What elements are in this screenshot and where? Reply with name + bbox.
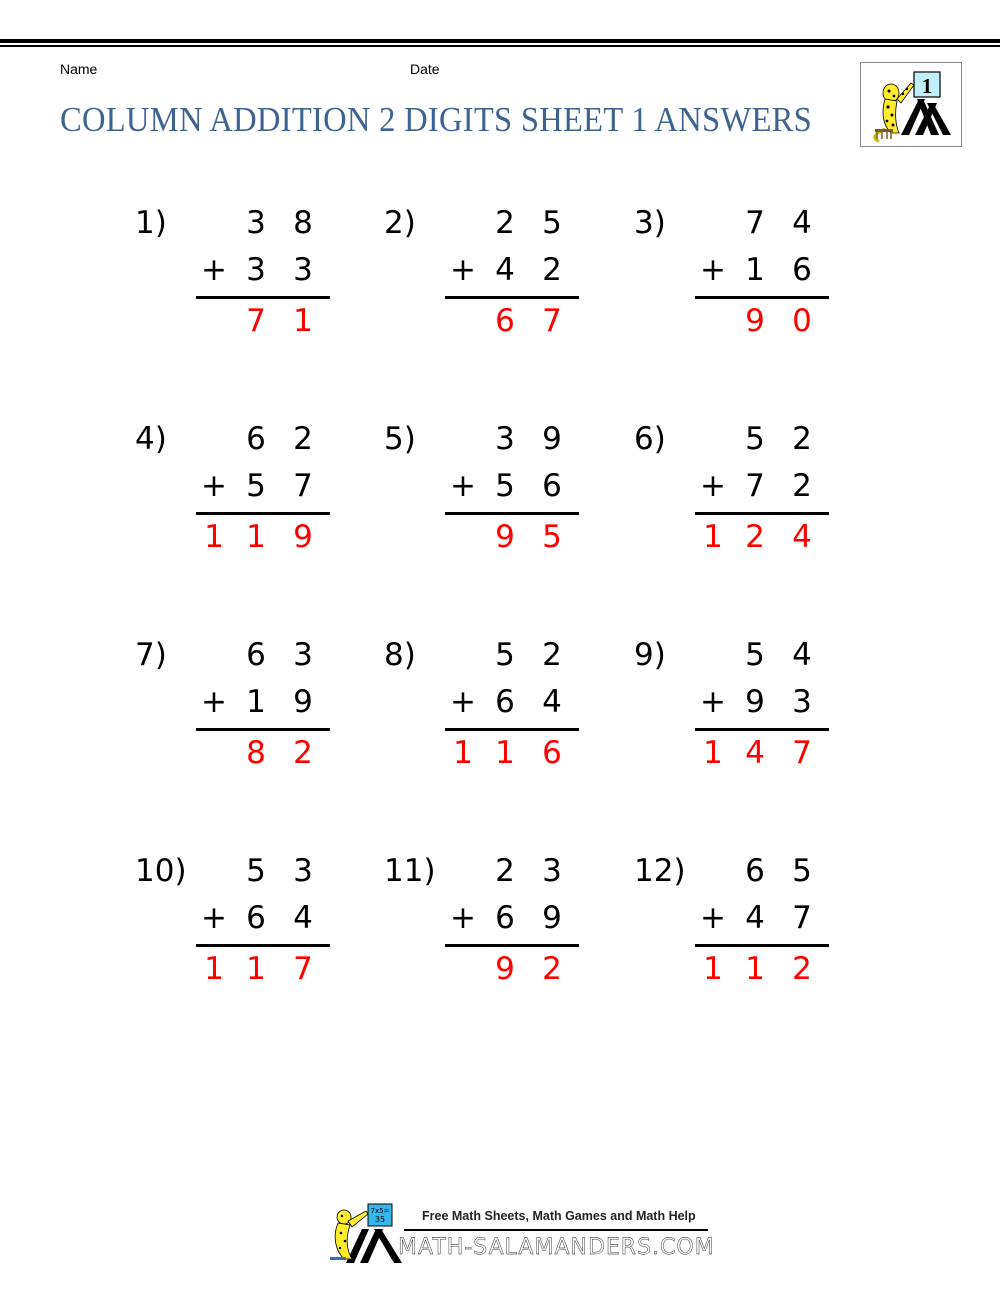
salamander-board-icon (326, 1203, 406, 1265)
sum-line (196, 728, 330, 731)
ones-digit: 4 (542, 684, 562, 720)
ones-digit: 2 (792, 468, 812, 504)
plus-sign: + (450, 252, 476, 288)
footer-logo (326, 1203, 715, 1265)
footer-site-name: MATH-SALAMANDERS.COM (398, 1235, 715, 1260)
ones-digit: 0 (792, 303, 812, 339)
ones-digit: 3 (293, 853, 313, 889)
addend-top (384, 637, 584, 673)
addition-problem (634, 853, 854, 993)
sum-line (445, 728, 579, 731)
answer (135, 303, 335, 339)
ones-digit: 5 (542, 205, 562, 241)
addend-top (135, 205, 335, 241)
tens-digit: 5 (745, 637, 765, 673)
sum-line (445, 944, 579, 947)
problem-number: 6) (634, 421, 666, 457)
addition-problem (135, 637, 355, 777)
addend-bottom (634, 900, 834, 936)
ones-digit: 7 (293, 951, 313, 987)
tens-digit: 6 (495, 303, 515, 339)
page-title: COLUMN ADDITION 2 DIGITS SHEET 1 ANSWERS (60, 100, 812, 139)
tens-digit: 1 (246, 951, 266, 987)
ones-digit: 2 (542, 951, 562, 987)
addend-top (135, 637, 335, 673)
tens-digit: 6 (495, 900, 515, 936)
tens-digit: 1 (246, 519, 266, 555)
problem-number: 10) (135, 853, 187, 889)
plus-sign: + (450, 900, 476, 936)
addend-top (384, 853, 584, 889)
ones-digit: 4 (792, 519, 812, 555)
problem-number: 8) (384, 637, 416, 673)
tens-digit: 2 (495, 205, 515, 241)
tens-digit: 4 (745, 900, 765, 936)
ones-digit: 3 (792, 684, 812, 720)
sum-line (196, 944, 330, 947)
plus-sign: + (201, 252, 227, 288)
addition-problem (384, 205, 604, 345)
ones-digit: 2 (293, 421, 313, 457)
problem-number: 3) (634, 205, 666, 241)
hundreds-digit: 1 (204, 519, 224, 555)
tens-digit: 8 (246, 735, 266, 771)
addend-bottom (634, 252, 834, 288)
ones-digit: 5 (542, 519, 562, 555)
problem-number: 12) (634, 853, 686, 889)
ones-digit: 6 (542, 735, 562, 771)
answer (634, 303, 834, 339)
plus-sign: + (201, 684, 227, 720)
header-logo (860, 62, 962, 147)
tens-digit: 6 (246, 637, 266, 673)
answer (634, 951, 834, 987)
problem-number: 7) (135, 637, 167, 673)
tens-digit: 6 (246, 421, 266, 457)
answer (634, 519, 834, 555)
addend-bottom (135, 900, 335, 936)
tens-digit: 9 (745, 684, 765, 720)
problem-number: 1) (135, 205, 167, 241)
plus-sign: + (201, 468, 227, 504)
addition-problem (384, 637, 604, 777)
tens-digit: 4 (745, 735, 765, 771)
svg-text:1: 1 (921, 74, 933, 98)
answer (135, 735, 335, 771)
addend-bottom (135, 684, 335, 720)
answer (384, 519, 584, 555)
sum-line (196, 296, 330, 299)
addition-problem (135, 853, 355, 993)
tens-digit: 3 (246, 252, 266, 288)
tens-digit: 5 (246, 853, 266, 889)
tens-digit: 3 (495, 421, 515, 457)
addend-top (384, 421, 584, 457)
plus-sign: + (700, 900, 726, 936)
answer (384, 951, 584, 987)
date-label: Date (410, 61, 440, 77)
plus-sign: + (700, 252, 726, 288)
plus-sign: + (700, 684, 726, 720)
footer-tagline: Free Math Sheets, Math Games and Math Help (422, 1209, 696, 1223)
addend-bottom (384, 252, 584, 288)
tens-digit: 9 (745, 303, 765, 339)
ones-digit: 2 (293, 735, 313, 771)
addition-problem (135, 421, 355, 561)
ones-digit: 7 (542, 303, 562, 339)
sum-line (695, 296, 829, 299)
tens-digit: 6 (495, 684, 515, 720)
addend-top (634, 853, 834, 889)
addition-problem (634, 205, 854, 345)
tens-digit: 6 (745, 853, 765, 889)
top-border-thick (0, 39, 1000, 43)
ones-digit: 8 (293, 205, 313, 241)
ones-digit: 6 (542, 468, 562, 504)
ones-digit: 4 (792, 205, 812, 241)
hundreds-digit: 1 (703, 735, 723, 771)
tens-digit: 1 (745, 951, 765, 987)
ones-digit: 3 (293, 252, 313, 288)
tens-digit: 4 (495, 252, 515, 288)
tens-digit: 9 (495, 951, 515, 987)
addend-bottom (135, 468, 335, 504)
salamander-easel-icon (861, 63, 961, 146)
tens-digit: 6 (246, 900, 266, 936)
ones-digit: 9 (542, 900, 562, 936)
answer (135, 519, 335, 555)
tens-digit: 3 (246, 205, 266, 241)
problem-number: 9) (634, 637, 666, 673)
ones-digit: 1 (293, 303, 313, 339)
tens-digit: 1 (246, 684, 266, 720)
sum-line (445, 512, 579, 515)
ones-digit: 4 (293, 900, 313, 936)
ones-digit: 2 (792, 421, 812, 457)
sum-line (695, 944, 829, 947)
addend-top (135, 853, 335, 889)
plus-sign: + (201, 900, 227, 936)
tens-digit: 1 (745, 252, 765, 288)
addend-bottom (634, 684, 834, 720)
tens-digit: 5 (745, 421, 765, 457)
sum-line (196, 512, 330, 515)
addend-bottom (384, 468, 584, 504)
plus-sign: + (700, 468, 726, 504)
tens-digit: 5 (495, 637, 515, 673)
ones-digit: 9 (293, 684, 313, 720)
ones-digit: 5 (792, 853, 812, 889)
addition-problem (384, 421, 604, 561)
ones-digit: 3 (542, 853, 562, 889)
addition-problem (384, 853, 604, 993)
svg-text:35: 35 (374, 1215, 386, 1224)
footer-divider (404, 1229, 708, 1231)
addend-top (634, 421, 834, 457)
addend-top (384, 205, 584, 241)
sum-line (445, 296, 579, 299)
ones-digit: 4 (792, 637, 812, 673)
addend-bottom (384, 684, 584, 720)
ones-digit: 3 (293, 637, 313, 673)
tens-digit: 9 (495, 519, 515, 555)
ones-digit: 2 (542, 637, 562, 673)
addend-bottom (135, 252, 335, 288)
ones-digit: 7 (792, 735, 812, 771)
problem-number: 11) (384, 853, 436, 889)
tens-digit: 2 (745, 519, 765, 555)
addend-bottom (384, 900, 584, 936)
sum-line (695, 728, 829, 731)
ones-digit: 7 (293, 468, 313, 504)
tens-digit: 5 (246, 468, 266, 504)
plus-sign: + (450, 684, 476, 720)
answer (135, 951, 335, 987)
addend-bottom (634, 468, 834, 504)
ones-digit: 2 (542, 252, 562, 288)
tens-digit: 7 (745, 468, 765, 504)
problem-number: 2) (384, 205, 416, 241)
addition-problem (135, 205, 355, 345)
name-label: Name (60, 61, 98, 77)
ones-digit: 6 (792, 252, 812, 288)
problem-number: 5) (384, 421, 416, 457)
answer (384, 303, 584, 339)
hundreds-digit: 1 (703, 951, 723, 987)
ones-digit: 9 (542, 421, 562, 457)
ones-digit: 2 (792, 951, 812, 987)
addend-top (135, 421, 335, 457)
problem-number: 4) (135, 421, 167, 457)
tens-digit: 2 (495, 853, 515, 889)
tens-digit: 5 (495, 468, 515, 504)
answer (634, 735, 834, 771)
hundreds-digit: 1 (703, 519, 723, 555)
svg-text:7x5=: 7x5= (370, 1207, 390, 1215)
hundreds-digit: 1 (204, 951, 224, 987)
hundreds-digit: 1 (453, 735, 473, 771)
tens-digit: 7 (246, 303, 266, 339)
tens-digit: 1 (495, 735, 515, 771)
ones-digit: 7 (792, 900, 812, 936)
addition-problem (634, 421, 854, 561)
addition-problem (634, 637, 854, 777)
tens-digit: 7 (745, 205, 765, 241)
top-border-thin (0, 45, 1000, 47)
addend-top (634, 637, 834, 673)
plus-sign: + (450, 468, 476, 504)
ones-digit: 9 (293, 519, 313, 555)
answer (384, 735, 584, 771)
addend-top (634, 205, 834, 241)
sum-line (695, 512, 829, 515)
